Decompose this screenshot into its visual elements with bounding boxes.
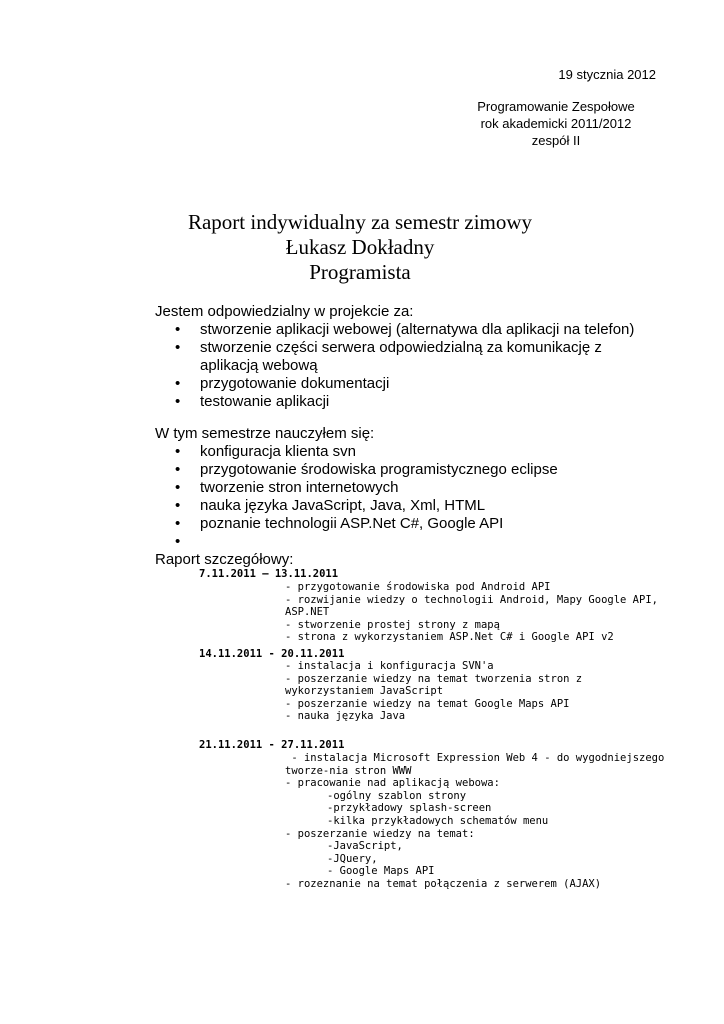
author-role: Programista	[309, 260, 411, 284]
entry-line: - nauka języka Java	[285, 710, 406, 723]
entry-line: - pracowanie nad aplikacją webowa:	[285, 777, 500, 790]
period-range: 14.11.2011 - 20.11.2011	[199, 648, 345, 660]
list-item	[155, 515, 655, 533]
course-info	[456, 98, 656, 149]
title-line: Raport indywidualny za semestr zimowy	[187, 210, 533, 234]
list-item-text: konfiguracja klienta svn	[200, 443, 356, 460]
bullet: •	[175, 533, 181, 550]
list-item-text: poznanie technologii ASP.Net C#, Google API	[200, 515, 504, 532]
entry-subline: -ogólny szablon strony	[327, 789, 467, 802]
team-name: zespół II	[531, 133, 581, 148]
period-entries	[285, 581, 665, 644]
entry-line: - stworzenie prostej strony z mapą	[285, 618, 500, 631]
entry-subline: -przykładowy splash-screen	[327, 802, 492, 815]
period-range: 7.11.2011 – 13.11.2011	[199, 568, 339, 580]
list-item	[155, 479, 655, 497]
academic-year: rok akademicki 2011/2012	[480, 116, 632, 131]
entry-subline: -JavaScript,	[327, 840, 403, 853]
bullet: •	[175, 515, 181, 532]
author-name: Łukasz Dokładny	[285, 235, 435, 259]
bullet: •	[175, 321, 181, 338]
responsibilities-heading: Jestem odpowiedzialny w projekcie za:	[155, 303, 414, 320]
entry-line: - poszerzanie wiedzy na temat:	[285, 827, 475, 840]
bullet: •	[175, 393, 181, 410]
report-date: 19 stycznia 2012	[558, 67, 656, 82]
list-item-text	[200, 533, 204, 550]
report-title	[140, 210, 580, 285]
list-item-text: stworzenie części serwera odpowiedzialną za komunikację z aplikacją webową	[200, 339, 602, 374]
course-name: Programowanie Zespołowe	[477, 99, 635, 114]
list-item-text: stworzenie aplikacji webowej (alternatywa dla aplikacji na telefon)	[200, 321, 635, 338]
entry-line: - poszerzanie wiedzy na temat Google Maps API	[285, 697, 570, 710]
list-item-text: tworzenie stron internetowych	[200, 479, 399, 496]
bullet: •	[175, 497, 181, 514]
detailed-heading: Raport szczegółowy:	[155, 551, 294, 568]
list-item-text: testowanie aplikacji	[200, 393, 330, 410]
list-item	[155, 443, 655, 461]
list-item	[155, 375, 655, 393]
bullet: •	[175, 443, 181, 460]
learned-section	[155, 425, 655, 551]
list-item	[155, 533, 655, 551]
period-entries	[285, 752, 671, 891]
list-item	[155, 321, 655, 339]
period-entries	[285, 660, 665, 723]
learned-heading: W tym semestrze nauczyłem się:	[155, 425, 375, 442]
entry-subline: -JQuery,	[327, 852, 378, 865]
entry-subline: -kilka przykładowych schematów menu	[327, 814, 549, 827]
bullet: •	[175, 461, 181, 478]
entry-subline: - Google Maps API	[327, 865, 435, 878]
entry-line: - instalacja Microsoft Expression Web 4 - do wygodniejszego tworze-nia stron WWW	[285, 752, 671, 777]
period-range: 21.11.2011 - 27.11.2011	[199, 739, 345, 751]
list-item-text: przygotowanie dokumentacji	[200, 375, 390, 392]
entry-line: - rozwijanie wiedzy o technologii Android, Mapy Google API, ASP.NET	[285, 593, 665, 619]
entry-line: - przygotowanie środowiska pod Android API	[285, 581, 551, 593]
list-item	[155, 497, 655, 515]
responsibilities-list	[155, 321, 655, 411]
responsibilities-section	[155, 303, 655, 411]
list-item	[155, 461, 655, 479]
list-item-text: przygotowanie środowiska programistycznego eclipse	[200, 461, 558, 478]
entry-line: - strona z wykorzystaniem ASP.Net C# i Google API v2	[285, 631, 614, 644]
list-item	[155, 393, 655, 411]
learned-list	[155, 443, 655, 551]
list-item-text: nauka języka JavaScript, Java, Xml, HTML	[200, 497, 486, 514]
bullet: •	[175, 479, 181, 496]
bullet: •	[175, 339, 181, 356]
entry-line: - instalacja i konfiguracja SVN'a	[285, 660, 494, 672]
entry-line: - poszerzanie wiedzy na temat tworzenia stron z wykorzystaniem JavaScript	[285, 672, 589, 698]
list-item	[155, 339, 655, 375]
entry-line: - rozeznanie na temat połączenia z serwerem (AJAX)	[285, 877, 602, 890]
bullet: •	[175, 375, 181, 392]
